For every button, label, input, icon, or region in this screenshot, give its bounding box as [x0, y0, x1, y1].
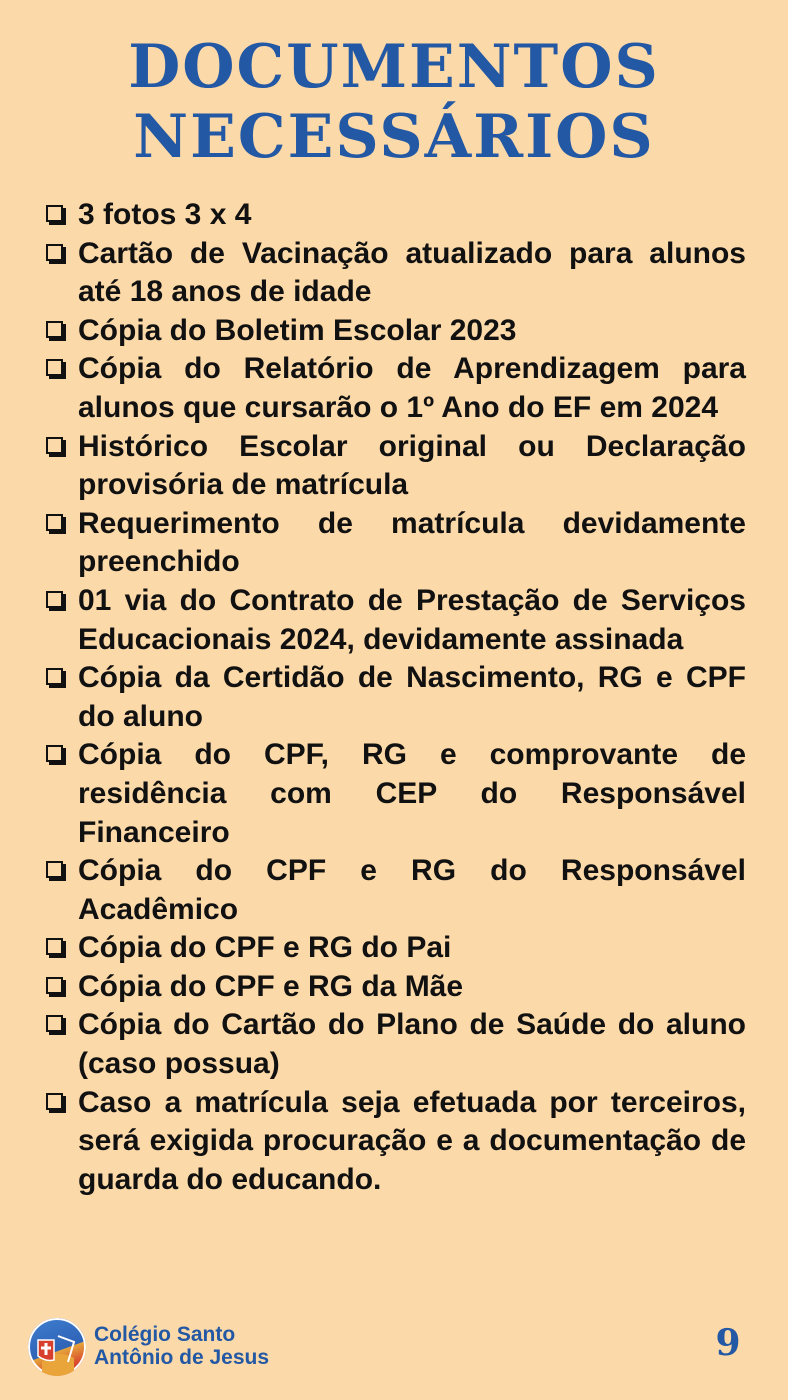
checkbox-icon	[46, 591, 63, 608]
list-item-text: Caso a matrícula seja efetuada por terceiros, será exigida procuração e a documentação de guarda do educando.	[78, 1085, 746, 1196]
list-item-text: 01 via do Contrato de Prestação de Serviços Educacionais 2024, devidamente assinada	[78, 583, 746, 656]
list-item	[44, 312, 746, 351]
checkbox-icon	[46, 668, 63, 685]
list-item	[44, 428, 746, 505]
list-item	[44, 852, 746, 929]
list-item	[44, 235, 746, 312]
list-item-text: Cópia do Cartão do Plano de Saúde do aluno (caso possua)	[78, 1008, 746, 1081]
list-item-text: Requerimento de matrícula devidamente preenchido	[78, 506, 746, 579]
page-title-line-2: NECESSÁRIOS	[133, 102, 655, 172]
checkbox-icon	[46, 359, 63, 376]
list-item	[44, 582, 746, 659]
list-item	[44, 968, 746, 1007]
checkbox-icon	[46, 861, 63, 878]
list-item-text: Cópia do CPF e RG do Responsável Acadêmico	[78, 854, 746, 926]
checkbox-icon	[46, 938, 63, 955]
list-item	[44, 1006, 746, 1083]
checkbox-icon	[46, 321, 63, 338]
checkbox-icon	[46, 1015, 63, 1032]
list-item-text: Cópia da Certidão de Nascimento, RG e CPF do aluno	[78, 661, 746, 733]
list-item	[44, 505, 746, 582]
checkbox-icon	[46, 1093, 63, 1110]
list-item-text: Cartão de Vacinação atualizado para alunos até 18 anos de idade	[78, 236, 746, 309]
list-item	[44, 736, 746, 852]
list-item-text: Cópia do CPF e RG do Pai	[78, 931, 452, 965]
checkbox-icon	[46, 205, 63, 222]
list-item-text: Cópia do Boletim Escolar 2023	[78, 313, 517, 347]
school-crest-icon	[28, 1318, 86, 1376]
list-item-text: 3 fotos 3 x 4	[78, 198, 252, 231]
documents-checklist	[44, 196, 746, 1199]
checkbox-icon	[46, 437, 63, 454]
checkbox-icon	[46, 977, 63, 994]
school-name-line-1: Colégio Santo	[94, 1323, 236, 1346]
list-item	[44, 929, 746, 968]
checkbox-icon	[46, 514, 63, 531]
page-title-line-1: DOCUMENTOS	[128, 32, 660, 102]
list-item-text: Histórico Escolar original ou Declaração provisória de matrícula	[78, 429, 746, 502]
school-name	[94, 1323, 269, 1369]
page-number: 9	[715, 1322, 741, 1364]
school-name-line-2: Antônio de Jesus	[94, 1346, 270, 1369]
checkbox-icon	[46, 745, 63, 762]
list-item	[44, 659, 746, 736]
list-item	[44, 350, 746, 427]
list-item-text: Cópia do Relatório de Aprendizagem para alunos que cursarão o 1º Ano do EF em 2024	[78, 352, 746, 424]
list-item-text: Cópia do CPF, RG e comprovante de residência com CEP do Responsável Financeiro	[78, 738, 746, 849]
checkbox-icon	[46, 244, 63, 261]
list-item	[44, 196, 746, 235]
list-item	[44, 1084, 746, 1200]
page-title	[0, 32, 788, 172]
list-item-text: Cópia do CPF e RG da Mãe	[78, 969, 464, 1003]
